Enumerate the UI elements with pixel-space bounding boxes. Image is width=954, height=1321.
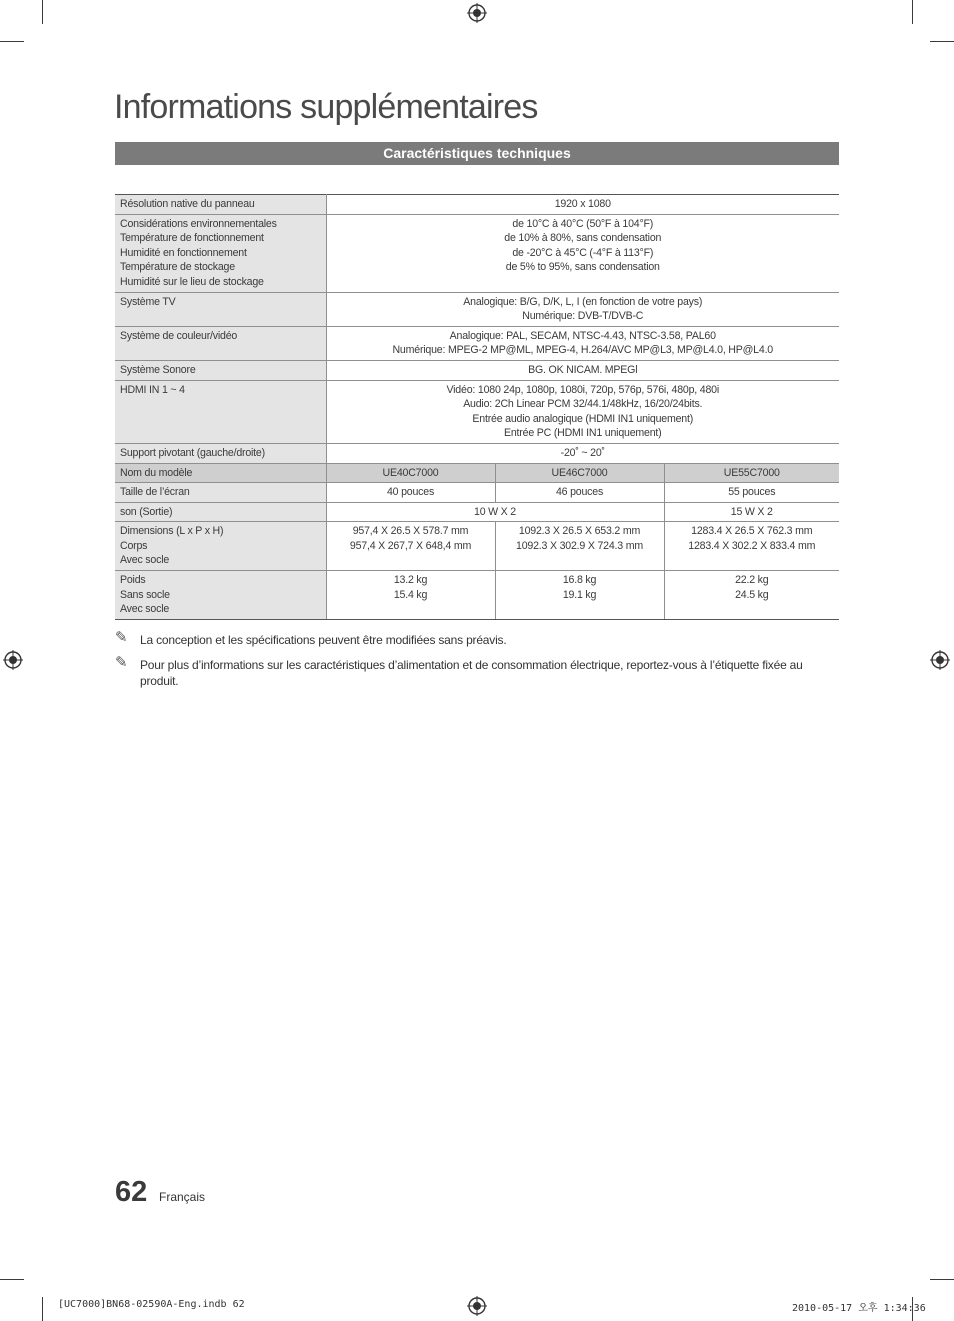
spec-label: Support pivotant (gauche/droite) [115, 443, 326, 463]
spec-value-line: 1092.3 X 26.5 X 653.2 mm [518, 525, 641, 538]
spec-label-line: Avec socle [120, 554, 170, 567]
spec-label: Système Sonore [115, 360, 326, 380]
page-title: Informations supplémentaires [114, 88, 538, 126]
spec-label: son (Sortie) [115, 502, 326, 522]
spec-value-line: Numérique: DVB-T/DVB-C [522, 310, 644, 323]
table-row [115, 380, 839, 443]
spec-value-line: 13.2 kg [393, 574, 428, 587]
pencil-note-icon: ✎ [115, 653, 128, 671]
spec-value: 10 W X 2 [326, 502, 664, 522]
registration-mark-icon [467, 3, 487, 23]
footer-timestamp: 2010-05-17 오후 1:34:36 [792, 1303, 926, 1314]
spec-label: Système de couleur/vidéo [115, 326, 326, 360]
table-row [115, 292, 839, 326]
spec-label-line: Sans socle [120, 588, 170, 601]
spec-value-line: Entrée PC (HDMI IN1 uniquement) [504, 427, 662, 440]
spec-label-line: Humidité en fonctionnement [120, 246, 247, 259]
spec-value [664, 522, 839, 571]
note-item [115, 653, 839, 690]
spec-value: BG. OK NICAM. MPEGl [326, 360, 839, 380]
registration-mark-icon [930, 650, 950, 670]
spec-label: Système TV [115, 292, 326, 326]
crop-mark [912, 0, 913, 24]
table-row [115, 214, 839, 292]
spec-label-line: Corps [120, 539, 148, 552]
spec-value [495, 571, 664, 620]
spec-label [115, 522, 326, 571]
table-row [115, 326, 839, 360]
spec-value-line: 1283.4 X 26.5 X 762.3 mm [691, 525, 813, 538]
spec-value [326, 571, 495, 620]
crop-mark [42, 0, 43, 24]
notes-list [115, 629, 839, 698]
page-language: Français [159, 1190, 206, 1204]
spec-value-line: Vidéo: 1080 24p, 1080p, 1080i, 720p, 576p, 576i, 480p, 480i [446, 383, 720, 396]
spec-value [326, 292, 839, 326]
model-name: UE55C7000 [664, 463, 839, 483]
table-row [115, 463, 839, 483]
spec-value [664, 571, 839, 620]
note-text: Pour plus d’informations sur les caractéristiques d’alimentation et de consommation électrique, reportez-vous à l’étiquette fixée au produit. [140, 657, 803, 688]
spec-value: 40 pouces [326, 483, 495, 503]
spec-value: 15 W X 2 [664, 502, 839, 522]
spec-value: 46 pouces [495, 483, 664, 503]
model-name: UE46C7000 [495, 463, 664, 483]
spec-value-line: Analogique: B/G, D/K, L, I (en fonction de votre pays) [463, 295, 703, 308]
spec-label: HDMI IN 1 ~ 4 [115, 380, 326, 443]
table-row [115, 360, 839, 380]
spec-value-line: Audio: 2Ch Linear PCM 32/44.1/48kHz, 16/20/24bits. [463, 398, 703, 411]
spec-value-line: 1092.3 X 302.9 X 724.3 mm [516, 539, 643, 552]
note-item [115, 629, 839, 649]
spec-value-line: 22.2 kg [735, 574, 769, 587]
registration-mark-icon [3, 650, 23, 670]
spec-value-line: 15.4 kg [393, 588, 428, 601]
spec-label-line: Humidité sur le lieu de stockage [120, 275, 264, 288]
spec-value-line: 19.1 kg [562, 588, 597, 601]
table-row [115, 195, 839, 215]
crop-mark [930, 1279, 954, 1280]
spec-label-line: Température de fonctionnement [120, 232, 264, 245]
spec-label-line: Poids [120, 574, 146, 587]
spec-value-line: Numérique: MPEG-2 MP@ML, MPEG-4, H.264/AVC MP@L3, MP@L4.0, HP@L4.0 [392, 344, 774, 357]
spec-label: Nom du modèle [115, 463, 326, 483]
spec-label [115, 571, 326, 620]
spec-value-line: Analogique: PAL, SECAM, NTSC-4.43, NTSC-3.58, PAL60 [449, 329, 716, 342]
note-text: La conception et les spécifications peuvent être modifiées sans préavis. [140, 633, 507, 647]
spec-value-line: de 10°C à 40°C (50°F à 104°F) [512, 217, 654, 230]
spec-value-line: 16.8 kg [562, 574, 597, 587]
crop-mark [930, 41, 954, 42]
spec-value [495, 522, 664, 571]
page-number: 62 [115, 1176, 148, 1208]
crop-mark [0, 41, 24, 42]
registration-mark-icon [467, 1296, 487, 1316]
spec-value-line: de 5% to 95%, sans condensation [505, 261, 660, 274]
table-row [115, 502, 839, 522]
spec-value: -20˚ ~ 20˚ [326, 443, 839, 463]
model-name: UE40C7000 [326, 463, 495, 483]
spec-value-line: 1283.4 X 302.2 X 833.4 mm [688, 539, 816, 552]
spec-value [326, 326, 839, 360]
spec-value-line: 957,4 X 26.5 X 578.7 mm [352, 525, 469, 538]
spec-label-line: Avec socle [120, 603, 170, 616]
spec-label: Résolution native du panneau [115, 195, 326, 215]
spec-label: Taille de l’écran [115, 483, 326, 503]
spec-label-line: Considérations environnementales [120, 217, 277, 230]
table-row [115, 443, 839, 463]
spec-label-line: Dimensions (L x P x H) [120, 525, 224, 538]
spec-value [326, 380, 839, 443]
spec-value-line: de -20°C à 45°C (-4°F à 113°F) [512, 246, 654, 259]
spec-label [115, 214, 326, 292]
spec-value: 55 pouces [664, 483, 839, 503]
spec-value-line: de 10% à 80%, sans condensation [504, 232, 662, 245]
spec-value-line: 24.5 kg [735, 588, 769, 601]
section-header: Caractéristiques techniques [115, 142, 839, 165]
pencil-note-icon: ✎ [115, 629, 128, 646]
table-row [115, 522, 839, 571]
spec-value [326, 522, 495, 571]
spec-label-line: Température de stockage [120, 261, 235, 274]
crop-mark [0, 1279, 24, 1280]
table-row [115, 483, 839, 503]
spec-value: 1920 x 1080 [326, 195, 839, 215]
spec-value [326, 214, 839, 292]
spec-value-line: Entrée audio analogique (HDMI IN1 uniquement) [472, 412, 694, 425]
footer-file-info: [UC7000]BN68-02590A-Eng.indb 62 [58, 1299, 245, 1310]
spec-value-line: 957,4 X 267,7 X 648,4 mm [349, 539, 472, 552]
specs-table [115, 194, 839, 620]
crop-mark [42, 1297, 43, 1321]
table-row [115, 571, 839, 620]
